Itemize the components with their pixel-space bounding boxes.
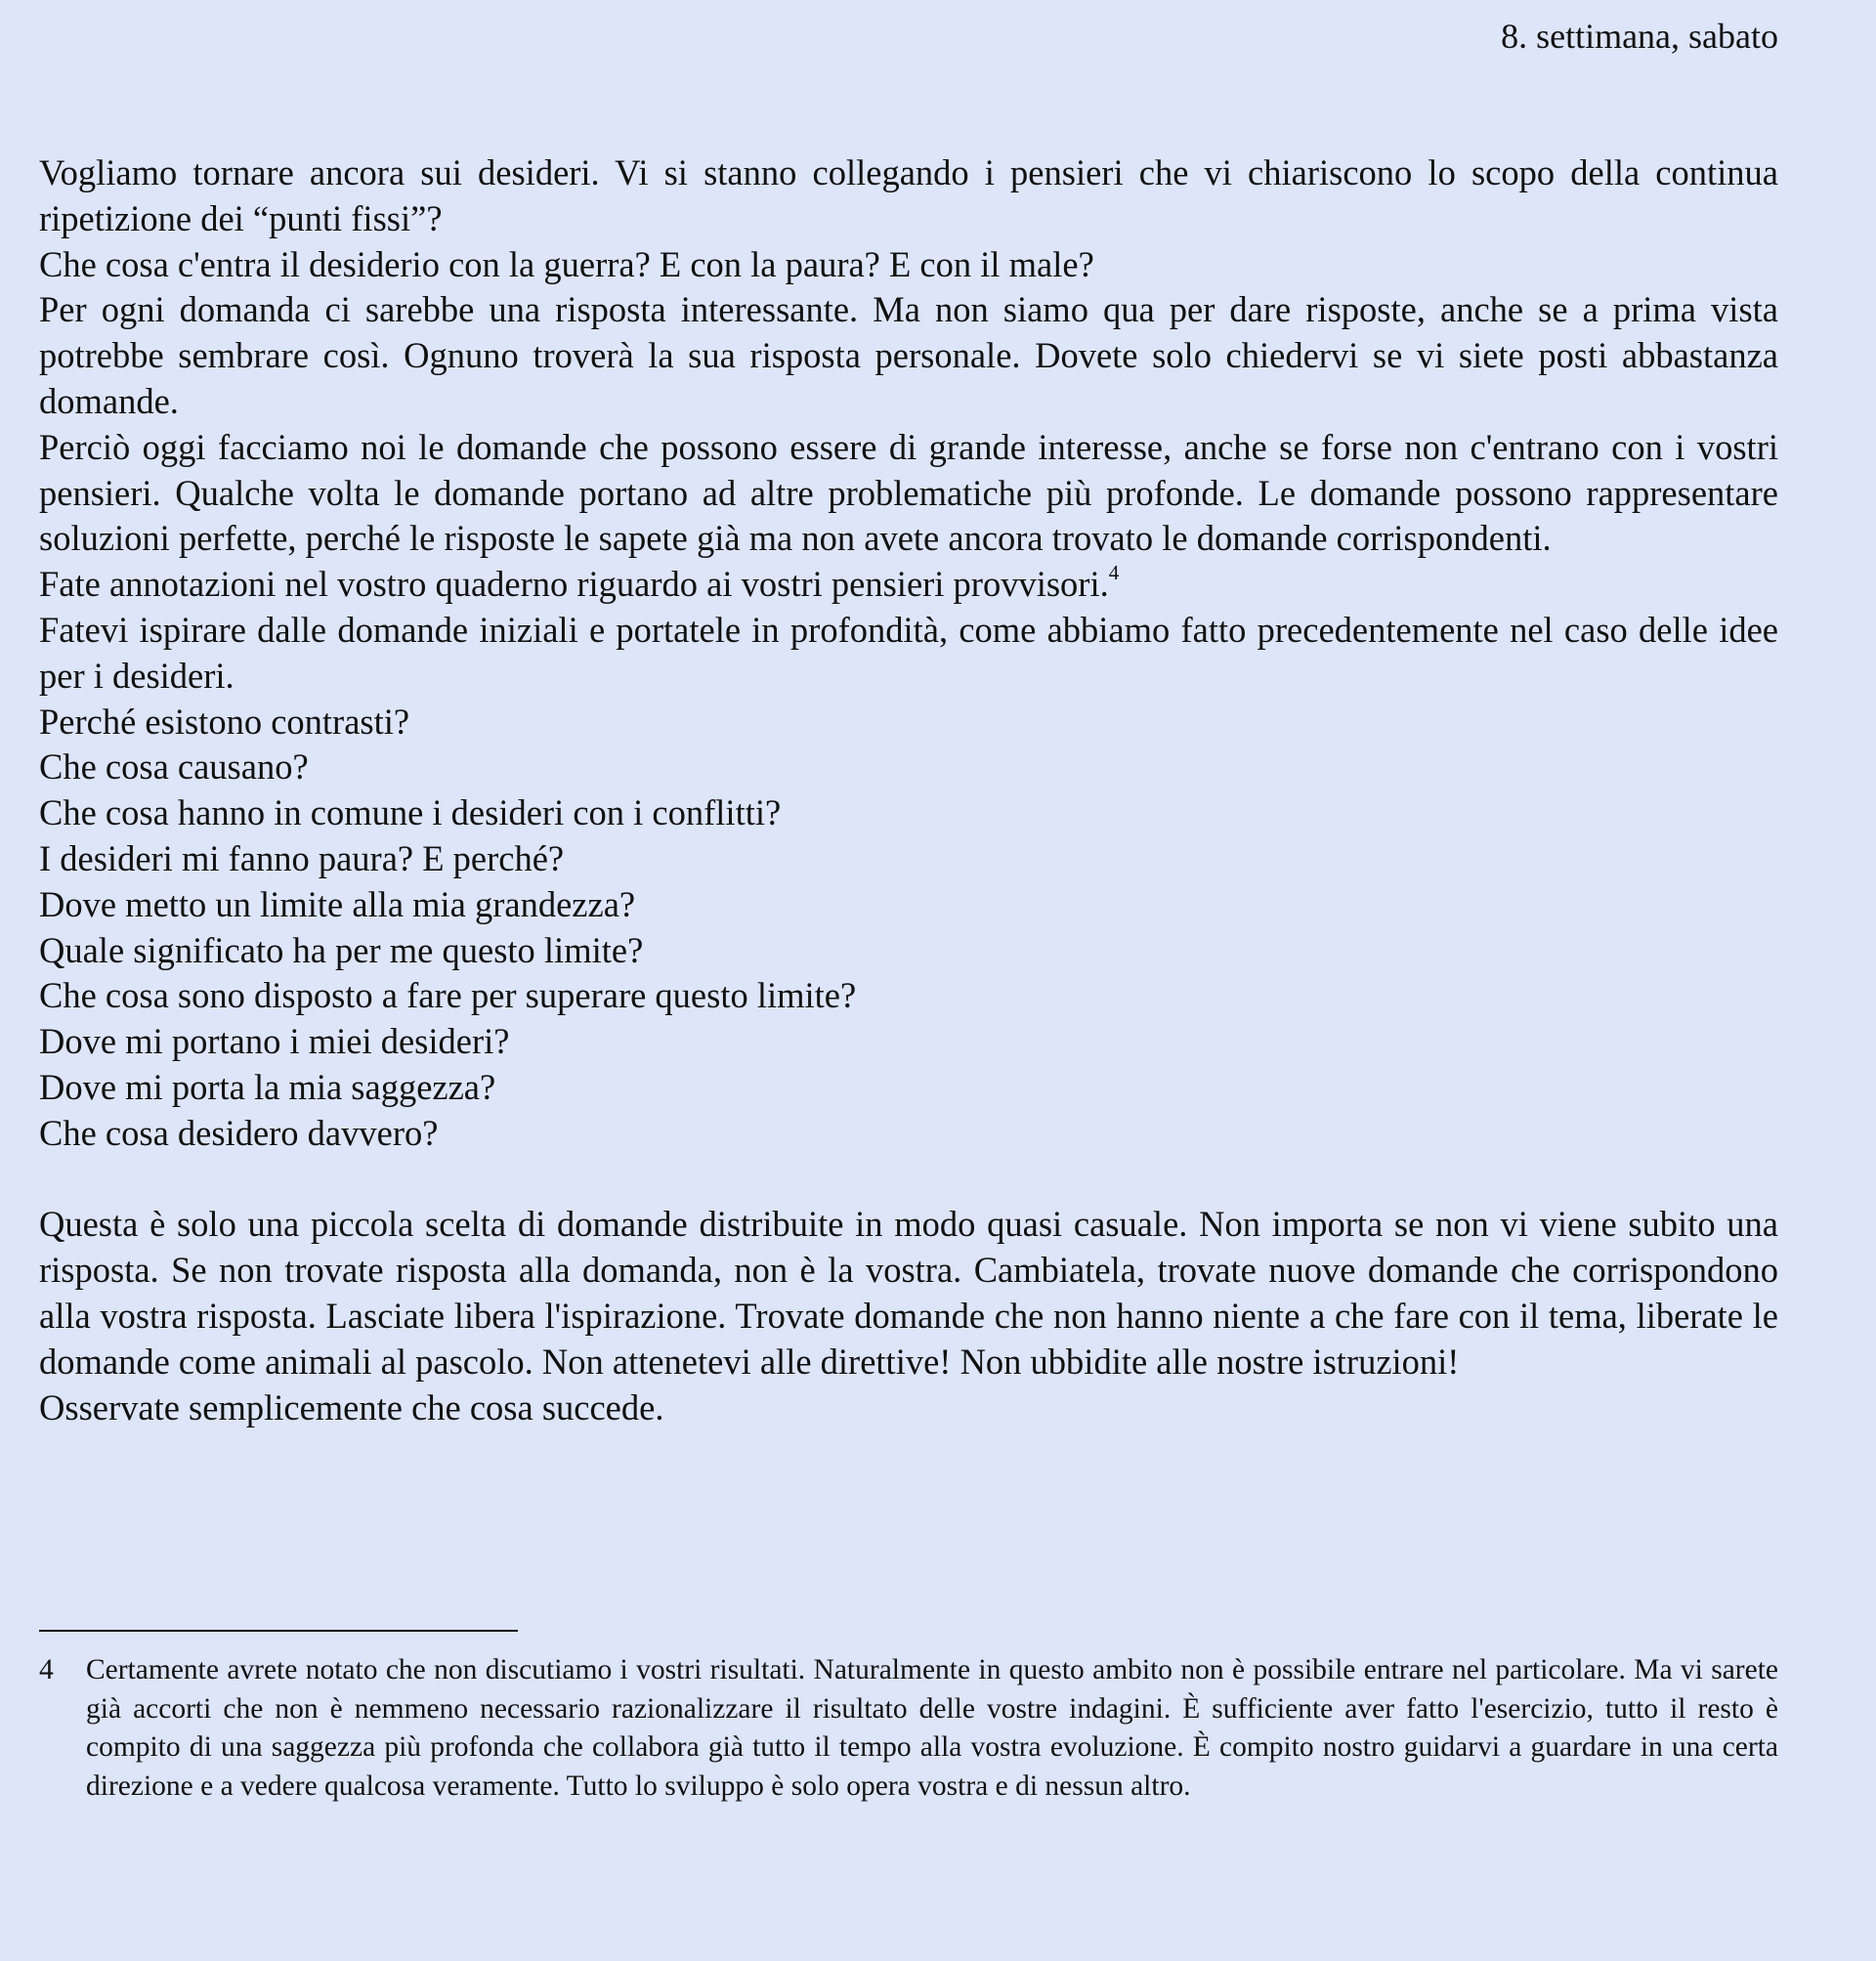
question-item: Che cosa hanno in comune i desideri con i conflitti?: [39, 792, 782, 833]
question-paragraph: Che cosa c'entra il desiderio con la guerra? E con la paura? E con il male?: [39, 243, 1094, 284]
running-header: 8. settimana, sabato: [1501, 17, 1778, 56]
paragraph-spacer: [39, 1157, 1778, 1203]
answer-paragraph: Per ogni domanda ci sarebbe una risposta interessante. Ma non siamo qua per dare risposte, anche se a prima vista potrebbe sembrare così. Ognuno troverà la sua risposta personale. Dovete solo chiedervi se vi siete posti abbastanza domande.: [39, 289, 1778, 421]
body-text: [39, 150, 1778, 1430]
intro-paragraph: Vogliamo tornare ancora sui desideri. Vi si stanno collegando i pensieri che vi chiariscono lo scopo della continua ripetizione dei “punti fissi”?: [39, 152, 1778, 238]
footnote-reference[interactable]: 4: [1108, 561, 1120, 585]
question-item: I desideri mi fanno paura? E perché?: [39, 837, 565, 878]
question-list: [39, 700, 1778, 1157]
footnote-separator: [39, 1630, 518, 1632]
footnote-number: 4: [39, 1654, 54, 1685]
final-line: Osservate semplicemente che cosa succede.: [39, 1386, 664, 1428]
question-item: Dove mi portano i miei desideri?: [39, 1021, 510, 1062]
question-item: Dove mi porta la mia saggezza?: [39, 1066, 496, 1107]
footnote: [39, 1651, 1778, 1806]
notebook-paragraph: [39, 562, 1778, 608]
footnote-text: Certamente avrete notato che non discutiamo i vostri risultati. Naturalmente in questo ambito non è possibile entrare nel particolare. Ma vi sarete già accorti che non è nemmeno necessario razionalizzare il risultato delle vostre indagini. È sufficiente aver fatto l'esercizio, tutto il resto è compito di una saggezza più profonda che collabora già tutto il tempo alla vostra evoluzione. È compito nostro guidarvi a guardare in una certa direzione e a vedere qualcosa veramente. Tutto lo sviluppo è solo opera vostra e di nessun altro.: [86, 1654, 1778, 1802]
question-item: Quale significato ha per me questo limite?: [39, 929, 644, 970]
question-item: Dove metto un limite alla mia grandezza?: [39, 883, 636, 924]
question-item: Perché esistono contrasti?: [39, 701, 410, 742]
questions-intro-paragraph: Perciò oggi facciamo noi le domande che possono essere di grande interesse, anche se forse non c'entrano con i vostri pensieri. Qualche volta le domande portano ad altre problematiche più profonde. Le domande possono rappresentare soluzioni perfette, perché le risposte le sapete già ma non avete ancora trovato le domande corrispondenti.: [39, 426, 1778, 559]
inspiration-paragraph: Fatevi ispirare dalle domande iniziali e portatele in profondità, come abbiamo fatto precedentemente nel caso delle idee per i desideri.: [39, 609, 1778, 696]
closing-paragraph: Questa è solo una piccola scelta di domande distribuite in modo quasi casuale. Non importa se non vi viene subito una risposta. Se non trovate risposta alla domanda, non è la vostra. Cambiatela, trovate nuove domande che corrispondono alla vostra risposta. Lasciate libera l'ispirazione. Trovate domande che non hanno niente a che fare con il tema, liberate le domande come animali al pascolo. Non attenetevi alle direttive! Non ubbidite alle nostre istruzioni!: [39, 1204, 1778, 1382]
question-item: Che cosa sono disposto a fare per superare questo limite?: [39, 975, 857, 1016]
question-item: Che cosa desidero davvero?: [39, 1112, 439, 1153]
notebook-paragraph-text: Fate annotazioni nel vostro quaderno riguardo ai vostri pensieri provvisori.: [39, 564, 1109, 605]
question-item: Che cosa causano?: [39, 746, 309, 788]
